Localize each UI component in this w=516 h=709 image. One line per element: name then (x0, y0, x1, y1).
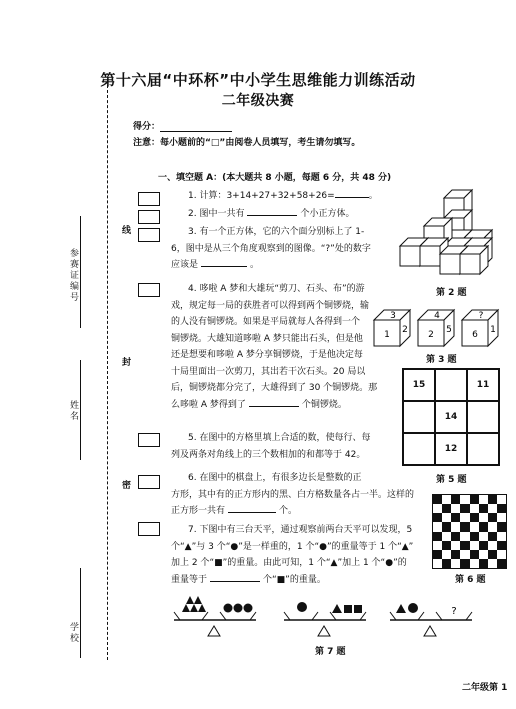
checkerboard-square (460, 495, 469, 504)
checkerboard-square (479, 541, 488, 550)
dashed-cut-line (107, 80, 108, 660)
grading-box-q7 (138, 522, 160, 536)
checkerboard-square (488, 522, 497, 531)
checkerboard-square (451, 550, 460, 559)
checkerboard-square (470, 541, 479, 550)
question-7: 7. 下图中有三台天平，通过观察前两台天平可以发现，5 个“▲”与 3 个“●”是一样重的，1 个“●”的重量等于 1 个“▲” 加上 2 个“■”的重量。由此可知，1 个“▲”加上 1 个“●”的 重量等于 个“■”的重量。 (171, 525, 414, 585)
checkerboard-square (488, 541, 497, 550)
checkerboard-square (479, 550, 488, 559)
grading-box-q2 (138, 210, 160, 224)
magic-square-cell (467, 401, 499, 433)
figure-3-dice (370, 306, 510, 350)
die-top-number: 3 (390, 311, 396, 321)
checkerboard-square (470, 522, 479, 531)
checkerboard-square (442, 522, 451, 531)
page-footer: 二年级第 1 (462, 683, 508, 693)
checkerboard-square (433, 541, 442, 550)
grading-box-q4 (138, 283, 160, 297)
checkerboard-square (497, 550, 506, 559)
die-top-number: 4 (434, 311, 440, 321)
figure-6-checkerboard (432, 494, 507, 569)
grading-box-q1 (138, 192, 160, 206)
checkerboard-square (470, 504, 479, 513)
checkerboard-square (451, 513, 460, 522)
checkerboard-square (433, 495, 442, 504)
answer-blank-q4 (249, 397, 299, 407)
checkerboard-square (479, 522, 488, 531)
checkerboard-square (433, 513, 442, 522)
die-1 (374, 310, 410, 346)
checkerboard-square (470, 550, 479, 559)
answer-blank-q1 (335, 188, 369, 198)
die-right-number: 5 (446, 325, 452, 335)
checkerboard-square (433, 550, 442, 559)
name-label: 姓名 (68, 400, 78, 422)
checkerboard-square (433, 504, 442, 513)
page-title: 第十六届“中环杯”中小学生思维能力训练活动 (100, 71, 416, 89)
checkerboard-square (488, 532, 497, 541)
checkerboard-square (488, 550, 497, 559)
checkerboard-square (470, 513, 479, 522)
checkerboard-square (497, 532, 506, 541)
die-right-number: 1 (490, 325, 496, 335)
question-4: 4. 哆啦 A 梦和大雄玩“剪刀、石头、布”的游 戏，规定每一局的获胜者可以得到两个铜锣烧，输 的人没有铜锣烧。如果是平局就每人各得到一个 铜锣烧。大雄知道哆啦 A 梦只能出石头，但是他 还是想要和哆啦 A 梦分享铜锣烧，于是他决定每 十局里面出一次剪刀，其出若干次石头。20 局以 后，铜锣烧都分完了，大雄得到了 30 个铜锣烧。那 么哆啦 A 梦得到了 个铜锣烧。 (171, 284, 378, 410)
checkerboard-square (451, 532, 460, 541)
figure-7-caption: 第 7 题 (315, 647, 346, 657)
grading-box-q6 (138, 475, 160, 489)
answer-blank-q6 (228, 503, 276, 513)
seal-char-secret: 密 (120, 480, 130, 491)
seal-char-seal: 封 (120, 357, 130, 368)
balance-1 (174, 596, 256, 636)
section-heading: 一、填空题 A：(本大题共 8 小题，每题 6 分，共 48 分) (158, 173, 392, 183)
question-5: 5. 在图中的方格里填上合适的数，使每行、每 列及两条对角线上的三个数相加的和都等于 42。 (171, 433, 371, 460)
checkerboard-square (479, 532, 488, 541)
checkerboard-square (488, 559, 497, 568)
id-line (80, 216, 81, 328)
checkerboard-square (479, 559, 488, 568)
figure-5-magic-square (402, 368, 500, 466)
checkerboard-square (442, 541, 451, 550)
checkerboard-square (488, 513, 497, 522)
checkerboard-square (433, 522, 442, 531)
checkerboard-square (433, 559, 442, 568)
checkerboard-square (433, 532, 442, 541)
magic-square-cell: 14 (435, 401, 467, 433)
name-line (80, 360, 81, 460)
figure-7-balances (168, 592, 478, 642)
checkerboard-square (479, 504, 488, 513)
die-front-number: 6 (472, 330, 478, 340)
grading-box-q3 (138, 228, 160, 242)
figure-5-caption: 第 5 题 (436, 475, 467, 485)
die-front-number: 2 (428, 330, 434, 340)
checkerboard-square (470, 559, 479, 568)
checkerboard-square (497, 495, 506, 504)
die-2 (418, 310, 454, 346)
checkerboard-square (479, 495, 488, 504)
grading-box-q5 (138, 433, 160, 447)
die-front-number: 1 (384, 330, 390, 340)
figure-2-caption: 第 2 题 (436, 288, 467, 298)
instruction-note: 注意：每小题前的“□”由阅卷人员填写，考生请勿填写。 (133, 138, 361, 148)
magic-square-cell: 11 (467, 369, 499, 401)
checkerboard-square (460, 550, 469, 559)
score-line (160, 131, 232, 132)
answer-blank-q7 (210, 572, 260, 582)
figure-3-caption: 第 3 题 (426, 355, 457, 365)
page-subtitle: 二年级决赛 (221, 93, 295, 109)
checkerboard-square (497, 522, 506, 531)
balance-2 (284, 602, 366, 636)
checkerboard-square (460, 522, 469, 531)
question-2: 2. 图中一共有 个小正方体。 (188, 206, 388, 223)
checkerboard-square (460, 532, 469, 541)
die-3 (462, 310, 498, 346)
die-right-number: 2 (402, 325, 408, 335)
checkerboard-square (451, 504, 460, 513)
magic-square-cell: 12 (435, 433, 467, 465)
checkerboard-square (442, 504, 451, 513)
checkerboard-square (497, 541, 506, 550)
magic-square-cell (403, 401, 435, 433)
score-label: 得分： (133, 122, 161, 132)
seal-char-line: 线 (120, 225, 130, 236)
answer-blank-q3 (201, 257, 247, 267)
school-label: 学校 (68, 622, 78, 644)
checkerboard-square (470, 532, 479, 541)
checkerboard-square (451, 522, 460, 531)
checkerboard-square (460, 513, 469, 522)
checkerboard-square (497, 559, 506, 568)
checkerboard-square (442, 559, 451, 568)
figure-2-cubes (396, 184, 504, 282)
balance-3 (390, 603, 472, 636)
magic-square-cell: 15 (403, 369, 435, 401)
balance-unknown: ? (451, 606, 457, 617)
checkerboard-square (451, 495, 460, 504)
checkerboard-square (442, 550, 451, 559)
checkerboard-square (460, 541, 469, 550)
answer-blank-q2 (247, 206, 297, 216)
die-top-number: ? (478, 311, 484, 321)
checkerboard-square (442, 532, 451, 541)
checkerboard-square (488, 504, 497, 513)
magic-square-cell (435, 369, 467, 401)
checkerboard-square (460, 559, 469, 568)
checkerboard-square (442, 513, 451, 522)
figure-6-caption: 第 6 题 (455, 575, 486, 585)
school-line (80, 568, 81, 658)
checkerboard-square (497, 504, 506, 513)
checkerboard-square (442, 495, 451, 504)
question-6: 6. 在图中的棋盘上，有很多边长是整数的正 方形，其中有的正方形内的黑、白方格数量各占一半。这样的 正方形一共有 个。 (171, 473, 415, 516)
magic-square-cell (467, 433, 499, 465)
checkerboard-square (488, 495, 497, 504)
magic-square-cell (403, 433, 435, 465)
checkerboard-square (497, 513, 506, 522)
checkerboard-square (470, 495, 479, 504)
id-label: 参赛证编号 (68, 248, 78, 303)
question-3: 3. 有一个正方体，它的六个面分别标上了 1- 6，图中是从三个角度观察到的图像。“?”处的数字 应该是 。 (171, 227, 371, 270)
checkerboard-square (460, 504, 469, 513)
question-1: 1. 计算：3+14+27+32+58+26= 。 (188, 188, 388, 205)
checkerboard-square (451, 541, 460, 550)
checkerboard-square (451, 559, 460, 568)
checkerboard-square (479, 513, 488, 522)
